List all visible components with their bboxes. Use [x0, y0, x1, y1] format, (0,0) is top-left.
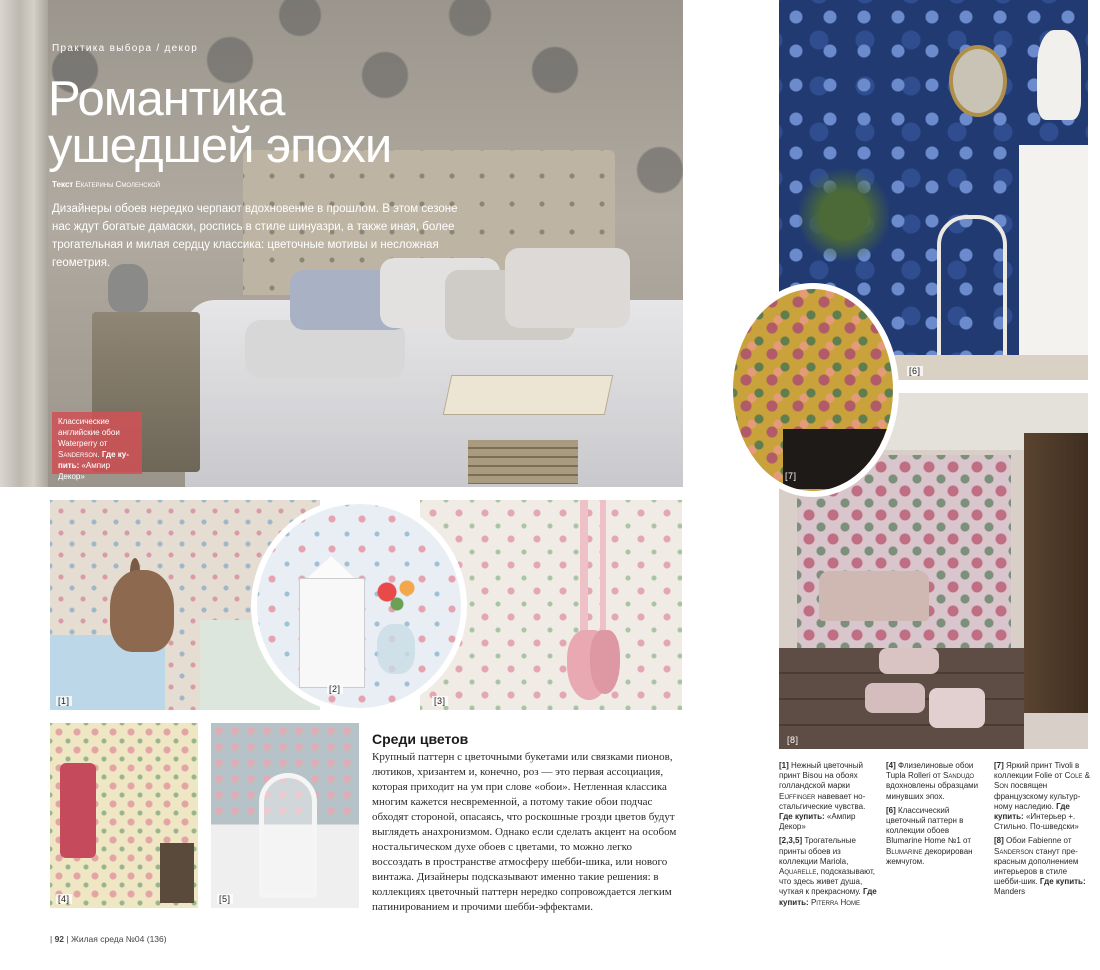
caption-text: Трогательные принты обоев из коллекции Mariola, [779, 836, 856, 866]
caption-number: [8] [994, 836, 1004, 846]
body-text: Крупный паттерн с цветочными букетами или связками пионов, лютиков, хризантем и, конечно, роз — это первая ассоциация, которая приходит на ум при слове «обои». Нетленная классика многим кажется несвременной, а потому такие обои подчас обходят стороной, опасаясь, что роскошные грозди цветов будут выглядеть анахронизмом. Однако если сделать акцент на особом ностальгическом духе обоев с цветами, то можно легко воссоздать в пространстве атмосферу шебби-шика, или нового винтажа. Дизайнеры подсказывают именно такие решения: в коллекциях цветочный паттерн нередко сопровождается легким патинированием и прочими шебби-эффектами. [372, 751, 677, 913]
caption-text: Нежный цветочный принт Bisou на обоях голландской марки [779, 761, 863, 791]
hero-caption-shop: «Ампир Декор» [58, 461, 111, 481]
photo-label: [5] [219, 894, 231, 904]
section-title: Среди цветов [372, 731, 469, 747]
toy-house [299, 578, 365, 688]
caption-235 [779, 836, 879, 907]
photo-label: [1] [58, 696, 70, 706]
bunny [110, 570, 174, 652]
title-line-2: ушедшей эпохи [48, 119, 392, 173]
caption-brand: Cole & Son [994, 771, 1090, 791]
cushion [865, 683, 925, 713]
byline [52, 180, 160, 189]
photo-4-hallway [50, 723, 198, 908]
byline-label: Текст [52, 180, 74, 189]
mirror [949, 45, 1007, 117]
caption-text: навевает ностальгические чувства. [779, 791, 866, 811]
bust-sculpture [1037, 30, 1081, 120]
byline-author: Екатерины Смоленской [75, 180, 161, 189]
caption-column-2 [886, 761, 986, 871]
caption-column-3 [994, 761, 1092, 902]
photo-label: [7] [785, 471, 797, 481]
hero-caption-text: Классические английские обои Waterperry от [58, 417, 120, 448]
hero-caption-brand: Sanderson. [58, 450, 100, 459]
caption-where: Где купить: [779, 812, 825, 822]
caption-brand: Blumarine [886, 846, 923, 856]
photo-7-yellow-circle [727, 283, 899, 497]
photo-2-dollhouse-circle [251, 498, 467, 714]
caption-where: Где купить: [1039, 877, 1086, 887]
caption-text: станут прекрасным дополнением интерьеров в стиле шебби-шик. [994, 846, 1079, 887]
caption-number: [7] [994, 761, 1004, 770]
caption-brand: Eijffinger [779, 791, 816, 801]
caption-1 [779, 761, 879, 832]
caption-7 [994, 761, 1092, 832]
caption-6 [886, 806, 986, 867]
glass-jar [377, 624, 415, 674]
curtain [0, 0, 48, 487]
ribbon [600, 500, 606, 634]
caption-shop: «Интерьер +. Стильно. По-шведски» [994, 812, 1079, 832]
caption-brand: Sanduдо [943, 771, 975, 781]
title-line-1: Романтика [48, 72, 285, 126]
page-number: 92 [54, 934, 65, 944]
photo-label: [8] [787, 735, 799, 745]
section-kicker: Практика выбора / декор [52, 43, 199, 54]
article-title [48, 72, 392, 173]
caption-shop: Piterra Home [810, 897, 860, 907]
caption-text: Классический цветочный паттерн в коллекции обоев Blumarine Home №1 от [886, 805, 971, 846]
caption-text: посвящен французскому культурному наследию. [994, 781, 1081, 811]
caption-text: вдохновлены образцами минувших эпох. [886, 781, 979, 801]
ballet-shoe [590, 630, 620, 694]
caption-shop: Manders [994, 887, 1026, 897]
garden-chair [937, 215, 1007, 375]
sofa [819, 571, 929, 621]
ribbon [580, 500, 588, 634]
frame [160, 843, 194, 903]
flowers [367, 574, 419, 614]
hero-caption [52, 412, 142, 481]
caption-text: Яркий принт Tivoli в коллекции Folie от [994, 761, 1080, 781]
caption-where: Где купить: [994, 801, 1070, 822]
caption-where: Где купить: [779, 887, 877, 907]
photo-5-chair [211, 723, 359, 908]
caption-text: Обои Fabienne от [1006, 836, 1072, 846]
fireplace [1019, 145, 1088, 380]
caption-number: [4] [886, 761, 896, 770]
lead-paragraph: Дизайнеры обоев нередко черпают вдохновение в прошлом. В этом сезоне нас ждут богатые дамаски, роспись в стиле шинуазри, а также иная, более трогательная и милая сердцу классика: цветочные мотивы и несложная геометрия. [52, 203, 458, 269]
caption-text: декорирован жемчугом. [886, 846, 973, 866]
caption-column-1 [779, 761, 879, 912]
stacked-books [468, 440, 578, 484]
caption-number: [2,3,5] [779, 836, 803, 846]
cushion [879, 648, 939, 674]
white-chair [259, 773, 317, 898]
pillow [505, 248, 630, 328]
hero-bedroom-photo [0, 0, 683, 487]
photo-label: [3] [434, 696, 446, 706]
photo-label: [6] [909, 366, 921, 376]
caption-text: Флизелиновые обои Tupla Rolleri от [886, 761, 974, 781]
plant [799, 150, 889, 280]
caption-brand: Sanderson [994, 846, 1034, 856]
caption-text: , подсказывают, что здесь живет душа, чуткая к прекрасному. [779, 867, 875, 897]
caption-number: [1] [779, 761, 789, 770]
open-book [443, 375, 614, 415]
wooden-door [1024, 433, 1088, 713]
caption-brand: Aquarelle [779, 867, 817, 877]
magazine-issue: Жилая среда №04 (136) [70, 934, 167, 944]
photo-label: [4] [58, 894, 70, 904]
caption-shop: «Ампир Декор» [779, 812, 856, 832]
page-footer: | 92 | Жилая среда №04 (136) [50, 934, 167, 944]
hanging-bag [60, 763, 96, 858]
dresser [783, 429, 893, 489]
cushion [929, 688, 985, 728]
photo-label: [2] [329, 684, 341, 694]
caption-4 [886, 761, 986, 802]
caption-number: [6] [886, 805, 896, 815]
hero-caption-where: Где ку-пить: [58, 450, 129, 470]
caption-8 [994, 836, 1092, 897]
